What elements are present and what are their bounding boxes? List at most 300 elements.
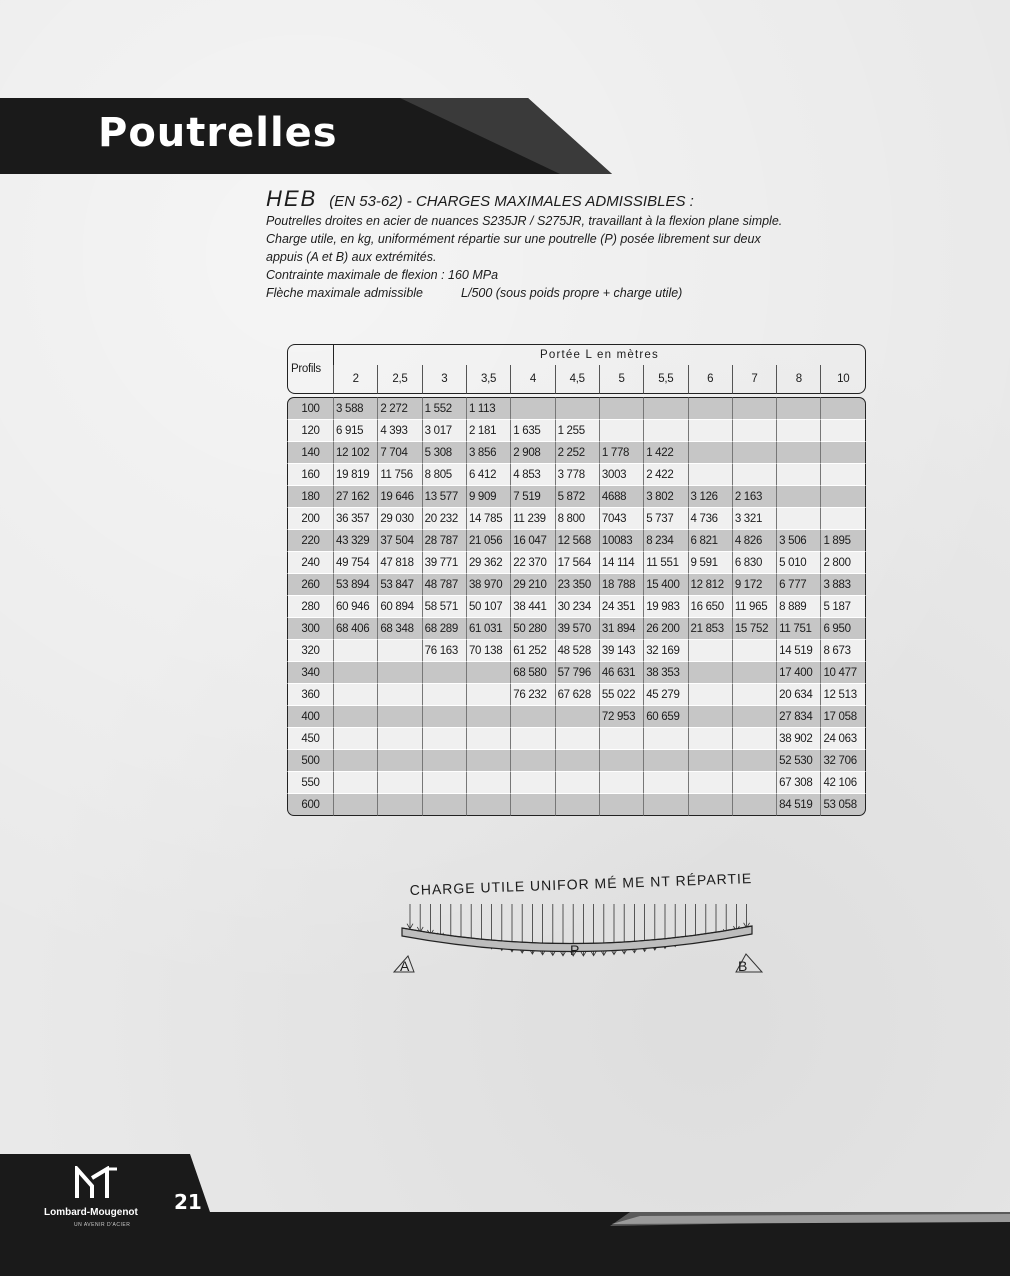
value-cell: 49 754 [333,552,377,574]
value-cell: 14 785 [466,508,510,530]
value-cell: 70 138 [466,640,510,662]
value-cell: 7043 [599,508,643,530]
value-cell: 38 441 [510,596,554,618]
value-cell: 3 883 [820,574,866,596]
value-cell: 20 232 [422,508,466,530]
value-cell: 27 162 [333,486,377,508]
value-cell [333,706,377,728]
header-span: 10 [820,365,866,394]
value-cell: 53 058 [820,794,866,816]
profil-cell: 220 [287,530,333,552]
header-span: 5,5 [643,365,687,394]
value-cell [510,397,554,420]
value-cell [333,662,377,684]
load-arrow [407,904,413,929]
value-cell [599,772,643,794]
value-cell [466,684,510,706]
intro-line-2: Charge utile, en kg, uniformément répartie sur une poutrelle (P) posée librement sur deux [266,232,761,246]
value-cell: 3 321 [732,508,776,530]
value-cell [333,772,377,794]
value-cell: 7 704 [377,442,421,464]
value-cell [466,662,510,684]
value-cell [688,706,732,728]
value-cell [732,772,776,794]
value-cell: 18 788 [599,574,643,596]
value-cell: 11 756 [377,464,421,486]
profil-cell: 240 [287,552,333,574]
value-cell: 53 894 [333,574,377,596]
value-cell: 38 970 [466,574,510,596]
value-cell: 2 908 [510,442,554,464]
value-cell: 21 853 [688,618,732,640]
support-a-label: A [400,958,410,974]
value-cell: 32 706 [820,750,866,772]
value-cell [688,750,732,772]
value-cell [643,794,687,816]
value-cell: 4688 [599,486,643,508]
value-cell: 1 255 [555,420,599,442]
value-cell [776,508,820,530]
value-cell [643,772,687,794]
value-cell: 4 826 [732,530,776,552]
value-cell: 13 577 [422,486,466,508]
value-cell [377,684,421,706]
value-cell: 11 965 [732,596,776,618]
value-cell: 61 252 [510,640,554,662]
value-cell: 3 778 [555,464,599,486]
value-cell [599,420,643,442]
value-cell [466,772,510,794]
value-cell [377,662,421,684]
value-cell: 10083 [599,530,643,552]
value-cell: 38 902 [776,728,820,750]
value-cell: 43 329 [333,530,377,552]
header-span: 2 [333,365,377,394]
table-row [287,574,866,596]
value-cell: 11 239 [510,508,554,530]
value-cell: 6 412 [466,464,510,486]
value-cell [776,486,820,508]
value-cell: 24 063 [820,728,866,750]
value-cell: 67 628 [555,684,599,706]
header-span: 7 [732,365,776,394]
value-cell: 6 915 [333,420,377,442]
value-cell [466,728,510,750]
value-cell: 1 778 [599,442,643,464]
profil-cell: 360 [287,684,333,706]
value-cell: 10 477 [820,662,866,684]
value-cell [732,464,776,486]
value-cell [333,640,377,662]
value-cell: 61 031 [466,618,510,640]
table-row [287,728,866,750]
value-cell [688,684,732,706]
value-cell: 84 519 [776,794,820,816]
value-cell [820,508,866,530]
value-cell: 42 106 [820,772,866,794]
profil-cell: 100 [287,397,333,420]
value-cell: 15 752 [732,618,776,640]
value-cell: 24 351 [599,596,643,618]
value-cell: 48 528 [555,640,599,662]
value-cell: 14 519 [776,640,820,662]
value-cell [688,397,732,420]
intro-block [266,186,826,302]
value-cell: 11 751 [776,618,820,640]
value-cell: 37 504 [377,530,421,552]
value-cell: 1 422 [643,442,687,464]
table-row [287,442,866,464]
header-span: 4,5 [555,365,599,394]
value-cell [732,640,776,662]
value-cell: 6 950 [820,618,866,640]
value-cell [643,420,687,442]
value-cell: 5 872 [555,486,599,508]
value-cell [555,728,599,750]
value-cell: 3 126 [688,486,732,508]
value-cell [466,706,510,728]
value-cell [820,464,866,486]
intro-line-5 [266,284,826,302]
header-span: 6 [688,365,732,394]
table-row [287,794,866,816]
value-cell [422,728,466,750]
value-cell [643,750,687,772]
value-cell: 4 736 [688,508,732,530]
beam-diagram [380,870,780,986]
load-arrow [744,904,750,928]
value-cell: 8 234 [643,530,687,552]
value-cell [599,750,643,772]
heb-label: HEB [266,186,318,211]
value-cell: 5 187 [820,596,866,618]
value-cell: 68 406 [333,618,377,640]
value-cell: 30 234 [555,596,599,618]
value-cell: 3 802 [643,486,687,508]
value-cell: 8 805 [422,464,466,486]
logo-tagline: UN AVENIR D'ACIER [74,1222,131,1228]
value-cell: 23 350 [555,574,599,596]
value-cell [555,772,599,794]
value-cell: 68 348 [377,618,421,640]
table-row [287,552,866,574]
value-cell [688,464,732,486]
value-cell: 3 856 [466,442,510,464]
value-cell: 52 530 [776,750,820,772]
value-cell: 4 393 [377,420,421,442]
table-body [287,394,866,816]
load-arrow [733,904,739,931]
value-cell: 55 022 [599,684,643,706]
table-row [287,508,866,530]
intro-line-1: Poutrelles droites en acier de nuances S235JR / S275JR, travaillant à la flexion plane simple. [266,214,783,228]
profil-cell: 160 [287,464,333,486]
value-cell [688,794,732,816]
profil-cell: 260 [287,574,333,596]
value-cell: 6 777 [776,574,820,596]
value-cell: 2 272 [377,397,421,420]
value-cell [688,640,732,662]
value-cell [688,728,732,750]
footer-band [0,1154,1010,1276]
profil-cell: 320 [287,640,333,662]
header-portee: Portée L en mètres [333,344,866,365]
value-cell [599,397,643,420]
value-cell [643,728,687,750]
value-cell: 22 370 [510,552,554,574]
value-cell [333,728,377,750]
value-cell: 6 821 [688,530,732,552]
value-cell [688,772,732,794]
value-cell [555,794,599,816]
value-cell: 17 058 [820,706,866,728]
value-cell [377,706,421,728]
value-cell: 72 953 [599,706,643,728]
value-cell: 19 983 [643,596,687,618]
table-row [287,684,866,706]
profil-cell: 340 [287,662,333,684]
value-cell: 19 646 [377,486,421,508]
value-cell: 32 169 [643,640,687,662]
value-cell: 12 812 [688,574,732,596]
logo-name: Lombard-Mougenot [44,1207,138,1218]
header-span: 5 [599,365,643,394]
value-cell: 1 113 [466,397,510,420]
value-cell [510,794,554,816]
profil-cell: 450 [287,728,333,750]
value-cell [377,794,421,816]
table-row [287,772,866,794]
value-cell [732,662,776,684]
value-cell [820,420,866,442]
value-cell [510,728,554,750]
page-title: Poutrelles [98,110,338,156]
value-cell: 8 889 [776,596,820,618]
table-row [287,640,866,662]
table-row [287,397,866,420]
table-row [287,618,866,640]
value-cell [820,397,866,420]
page-number: 21 [174,1190,202,1214]
value-cell [599,794,643,816]
profil-cell: 180 [287,486,333,508]
value-cell [555,750,599,772]
value-cell [510,750,554,772]
value-cell [732,420,776,442]
value-cell: 57 796 [555,662,599,684]
value-cell [510,706,554,728]
profil-cell: 140 [287,442,333,464]
value-cell: 39 771 [422,552,466,574]
value-cell [377,750,421,772]
value-cell: 11 551 [643,552,687,574]
value-cell: 2 422 [643,464,687,486]
value-cell [377,728,421,750]
value-cell [422,794,466,816]
value-cell: 5 010 [776,552,820,574]
value-cell: 3 017 [422,420,466,442]
value-cell: 17 564 [555,552,599,574]
value-cell: 60 946 [333,596,377,618]
value-cell: 8 800 [555,508,599,530]
table-row [287,706,866,728]
beam-label: P [570,942,580,958]
value-cell [732,750,776,772]
value-cell: 1 635 [510,420,554,442]
value-cell: 31 894 [599,618,643,640]
value-cell: 29 210 [510,574,554,596]
value-cell: 9 909 [466,486,510,508]
header-span: 3 [422,365,466,394]
value-cell [333,684,377,706]
value-cell [688,420,732,442]
table-row [287,420,866,442]
value-cell [555,397,599,420]
value-cell: 7 519 [510,486,554,508]
charges-table [287,344,866,816]
value-cell: 28 787 [422,530,466,552]
value-cell: 36 357 [333,508,377,530]
value-cell [820,486,866,508]
fleche-value: L/500 (sous poids propre + charge utile) [461,286,683,300]
profil-cell: 280 [287,596,333,618]
profil-cell: 500 [287,750,333,772]
value-cell: 68 289 [422,618,466,640]
value-cell: 60 659 [643,706,687,728]
value-cell [820,442,866,464]
value-cell: 17 400 [776,662,820,684]
value-cell: 1 552 [422,397,466,420]
support-b-label: B [738,958,748,974]
value-cell: 38 353 [643,662,687,684]
intro-line-4: Contrainte maximale de flexion : 160 MPa [266,268,499,282]
table-row [287,750,866,772]
value-cell [422,750,466,772]
value-cell: 6 830 [732,552,776,574]
value-cell: 60 894 [377,596,421,618]
profil-cell: 200 [287,508,333,530]
value-cell: 21 056 [466,530,510,552]
load-arrow [427,904,433,935]
table-row [287,662,866,684]
value-cell [732,397,776,420]
value-cell: 8 673 [820,640,866,662]
value-cell: 2 163 [732,486,776,508]
value-cell: 20 634 [776,684,820,706]
load-arrow [438,904,444,938]
value-cell [422,706,466,728]
value-cell [422,662,466,684]
value-cell: 19 819 [333,464,377,486]
value-cell: 39 570 [555,618,599,640]
value-cell: 5 308 [422,442,466,464]
profil-cell: 120 [287,420,333,442]
span-header-row [287,365,866,394]
value-cell: 12 102 [333,442,377,464]
profil-cell: 550 [287,772,333,794]
value-cell: 16 047 [510,530,554,552]
value-cell: 45 279 [643,684,687,706]
value-cell: 58 571 [422,596,466,618]
value-cell: 76 232 [510,684,554,706]
header-span: 3,5 [466,365,510,394]
value-cell: 16 650 [688,596,732,618]
value-cell: 14 114 [599,552,643,574]
value-cell: 29 030 [377,508,421,530]
value-cell: 29 362 [466,552,510,574]
value-cell: 53 847 [377,574,421,596]
value-cell: 9 591 [688,552,732,574]
value-cell [555,706,599,728]
value-cell [599,728,643,750]
value-cell [333,794,377,816]
section-heading [266,186,826,212]
value-cell [732,728,776,750]
value-cell [776,397,820,420]
value-cell: 2 800 [820,552,866,574]
value-cell [688,662,732,684]
value-cell [377,640,421,662]
value-cell [466,750,510,772]
value-cell [422,772,466,794]
logo-icon [74,1166,120,1205]
value-cell: 76 163 [422,640,466,662]
value-cell: 15 400 [643,574,687,596]
header-profils: Profils [287,344,333,394]
value-cell: 39 143 [599,640,643,662]
diagram-label: CHARGE UTILE UNIFOR MÉ ME NT RÉPARTIE [409,870,753,898]
value-cell [732,442,776,464]
fleche-label: Flèche maximale admissible [266,286,424,300]
header-span: 8 [776,365,820,394]
value-cell: 3 588 [333,397,377,420]
profil-cell: 300 [287,618,333,640]
value-cell [510,772,554,794]
value-cell [732,794,776,816]
value-cell: 12 568 [555,530,599,552]
value-cell [776,464,820,486]
value-cell: 5 737 [643,508,687,530]
table-row [287,464,866,486]
value-cell [732,684,776,706]
value-cell: 2 181 [466,420,510,442]
value-cell: 9 172 [732,574,776,596]
table-row [287,530,866,552]
value-cell [776,442,820,464]
value-cell [776,420,820,442]
value-cell [643,397,687,420]
profil-cell: 400 [287,706,333,728]
value-cell: 50 280 [510,618,554,640]
value-cell: 27 834 [776,706,820,728]
value-cell: 47 818 [377,552,421,574]
value-cell: 4 853 [510,464,554,486]
value-cell [333,750,377,772]
value-cell [377,772,421,794]
intro-line-3: appuis (A et B) aux extrémités. [266,250,437,264]
value-cell: 67 308 [776,772,820,794]
value-cell: 48 787 [422,574,466,596]
value-cell [422,684,466,706]
value-cell [466,794,510,816]
value-cell: 3 506 [776,530,820,552]
value-cell [688,442,732,464]
value-cell: 46 631 [599,662,643,684]
load-arrow [417,904,423,932]
table-row [287,486,866,508]
value-cell: 2 252 [555,442,599,464]
value-cell: 26 200 [643,618,687,640]
